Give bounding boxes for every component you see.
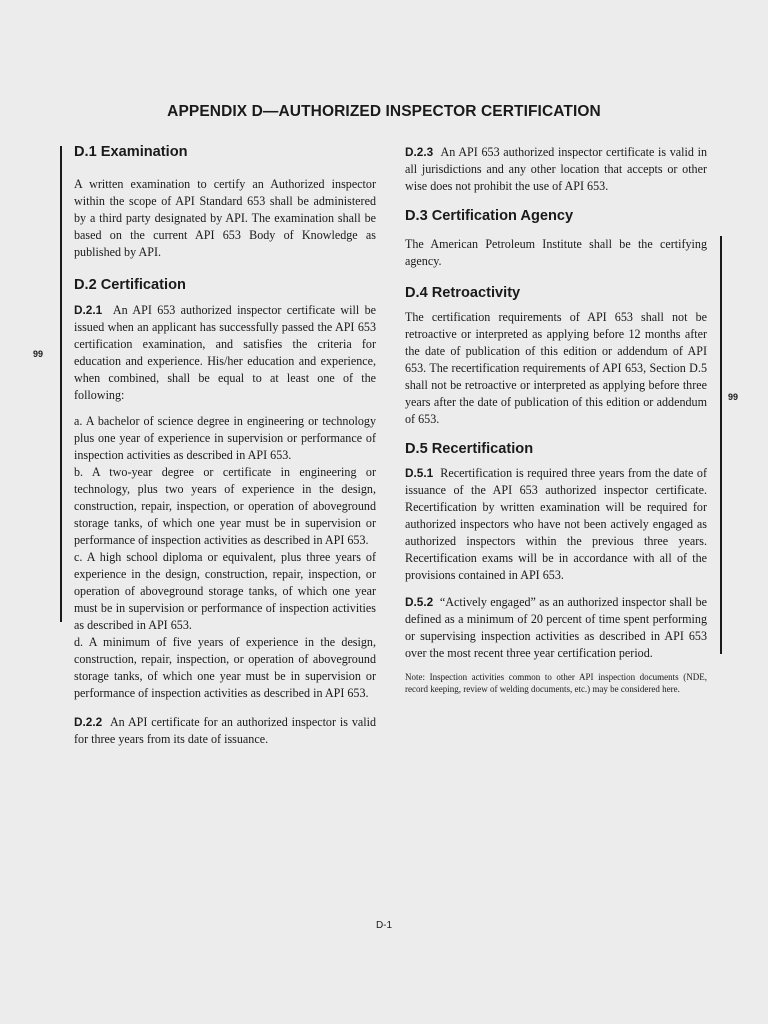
section-d52	[405, 594, 707, 662]
item-b: b. A two-year degree or certificate in engineering or technology, plus two years of experience in the design, construction, repair, inspection, or operation of aboveground storage tanks, of which one year must be in supervision or performance of inspection activities as described in API 653.	[74, 465, 376, 547]
page-number: D-1	[375, 920, 393, 931]
section-d51-text: Recertification is required three years from the date of issuance of the API 653 authorized inspector certificate. Recertification by written examination will be required for authorized inspectors who have not been actively engaged as authorized inspectors within the previous three years. Recertification exams will be in accordance with all of the provisions contained in API 653.	[405, 466, 707, 582]
section-d52-text: “Actively engaged” as an authorized inspector shall be defined as a minimum of 20 percent of time spent performing or supervising inspection activities as described in API 653 over the most recent three year certification period.	[405, 595, 707, 660]
margin-revision-left: 99	[33, 349, 44, 359]
section-d21-label: D.2.1	[74, 303, 103, 317]
section-d21-text: An API 653 authorized inspector certificate will be issued when an applicant has successfully passed the API 653 certification examination, and satisfies the criteria for education and experience. His/her education and experience, when combined, shall be equal to at least one of the following:	[74, 303, 377, 402]
section-d21	[74, 302, 376, 404]
section-d52-label: D.5.2	[405, 595, 434, 609]
section-d5-heading: D.5 Recertification	[405, 441, 534, 457]
note-text: Note: Inspection activities common to other API inspection documents (NDE, record keeping, review of welding documents, etc.) may be considered here.	[405, 672, 707, 694]
section-d51	[405, 465, 707, 584]
section-d23-text: An API 653 authorized inspector certificate is valid in all jurisdictions and any other location that accepts or other wise does not prohibit the use of API 653.	[405, 145, 707, 193]
section-d22-label: D.2.2	[74, 715, 103, 729]
section-d23-label: D.2.3	[405, 145, 434, 159]
section-d4-heading: D.4 Retroactivity	[405, 285, 521, 301]
item-d: d. A minimum of five years of experience in the design, construction, repair, inspection, or operation of aboveground storage tanks, of which one year must be in supervision or performance of inspection activities as described in API 653.	[74, 635, 376, 700]
margin-revision-right: 99	[728, 392, 739, 402]
section-d22-text: An API certificate for an authorized inspector is valid for three years from its date of issuance.	[74, 715, 376, 746]
section-d3-heading: D.3 Certification Agency	[405, 208, 574, 224]
item-c: c. A high school diploma or equivalent, plus three years of experience in the design, construction, repair, inspection, or operation of aboveground storage tanks, of which one year must be in supervision or performance of inspection activities as described in API 653.	[74, 550, 376, 632]
left-column	[74, 142, 376, 748]
section-d4-text: The certification requirements of API 653 shall not be retroactive or interpreted as applying before 12 months after the date of publication of this edition or addendum of API 653. The recertification requirements of API 653, Section D.5 shall not be retroactive or interpreted as applying before three years after the date of publication of this edition or addendum of 653.	[405, 310, 707, 426]
page-title: APPENDIX D—AUTHORIZED INSPECTOR CERTIFICATION	[167, 103, 601, 120]
section-d2-heading: D.2 Certification	[74, 277, 186, 293]
section-d1-text: A written examination to certify an Authorized inspector within the scope of API Standard 653 shall be administered by a third party designated by API. The examination shall be based on the current API 653 Body of Knowledge as published by API.	[74, 177, 376, 259]
section-d22	[74, 714, 376, 748]
section-d3-text: The American Petroleum Institute shall be the certifying agency.	[405, 237, 707, 268]
item-a: a. A bachelor of science degree in engineering or technology plus one year of experience in supervision or performance of inspection activities as described in API 653.	[74, 414, 376, 462]
section-d51-label: D.5.1	[405, 466, 434, 480]
change-bar-right	[720, 236, 722, 654]
section-d23	[405, 144, 707, 195]
change-bar-left	[60, 146, 62, 622]
right-column	[405, 144, 707, 695]
section-d1-heading: D.1 Examination	[74, 144, 188, 160]
